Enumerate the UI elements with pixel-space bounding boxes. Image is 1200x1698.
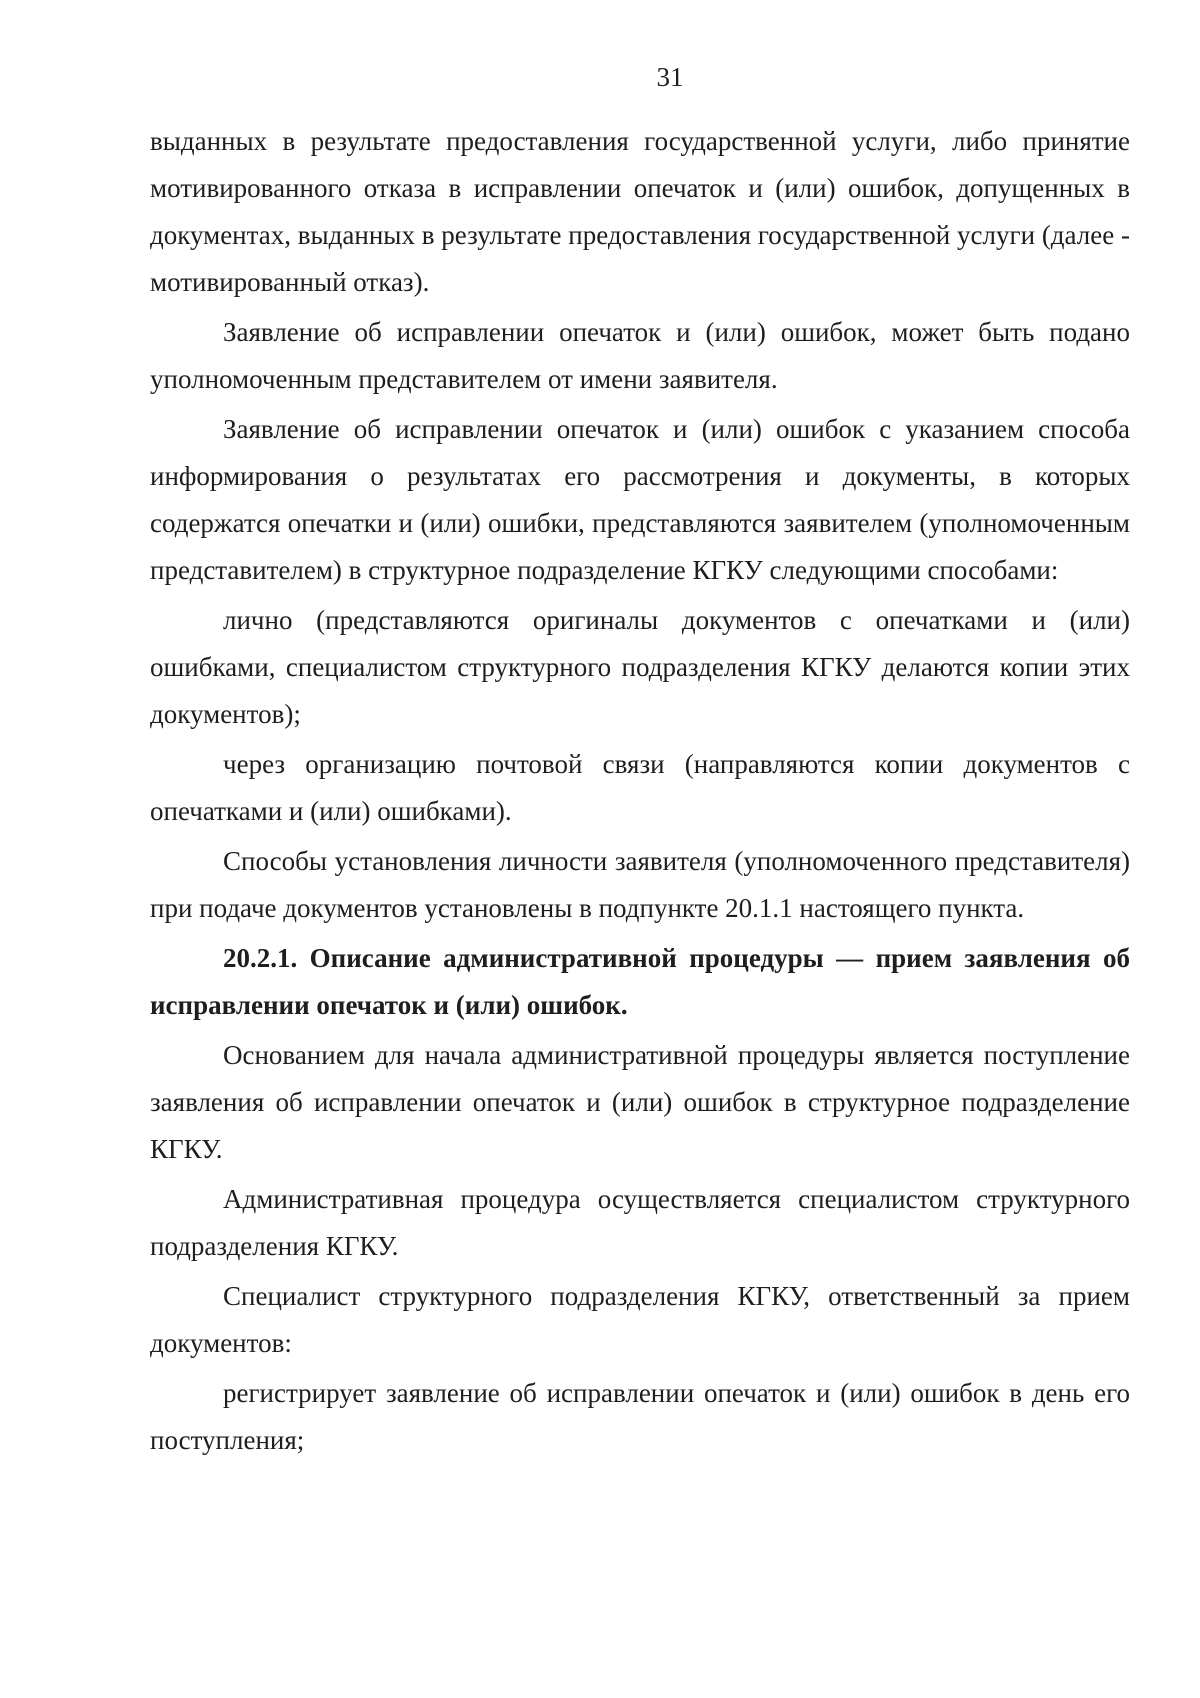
- document-body: [150, 118, 1130, 1464]
- paragraph-list-item: регистрирует заявление об исправлении опечаток и (или) ошибок в день его поступления;: [150, 1378, 1130, 1455]
- paragraph: Заявление об исправлении опечаток и (или) ошибок, может быть подано уполномоченным представителем от имени заявителя.: [150, 317, 1130, 394]
- paragraph: Заявление об исправлении опечаток и (или) ошибок с указанием способа информирования о результатах его рассмотрения и документы, в которых содержатся опечатки и (или) ошибки, представляются заявителем (уполномоченным представителем) в структурное подразделение КГКУ следующими способами:: [150, 414, 1130, 585]
- paragraph-continuation: выданных в результате предоставления государственной услуги, либо принятие мотивированного отказа в исправлении опечаток и (или) ошибок, допущенных в документах, выданных в результате предоставления государственной услуги (далее - мотивированный отказ).: [150, 126, 1130, 297]
- paragraph: Способы установления личности заявителя (уполномоченного представителя) при подаче документов установлены в подпункте 20.1.1 настоящего пункта.: [150, 846, 1130, 923]
- paragraph: Специалист структурного подразделения КГКУ, ответственный за прием документов:: [150, 1281, 1130, 1358]
- paragraph-list-item: лично (представляются оригиналы документов с опечатками и (или) ошибками, специалистом структурного подразделения КГКУ делаются копии этих документов);: [150, 605, 1130, 729]
- section-heading: 20.2.1. Описание административной процедуры — прием заявления об исправлении опечаток и (или) ошибок.: [150, 943, 1130, 1020]
- paragraph: Административная процедура осуществляется специалистом структурного подразделения КГКУ.: [150, 1184, 1130, 1261]
- paragraph: Основанием для начала административной процедуры является поступление заявления об исправлении опечаток и (или) ошибок в структурное подразделение КГКУ.: [150, 1040, 1130, 1164]
- paragraph-list-item: через организацию почтовой связи (направляются копии документов с опечатками и (или) ошибками).: [150, 749, 1130, 826]
- page-number: 31: [656, 62, 684, 92]
